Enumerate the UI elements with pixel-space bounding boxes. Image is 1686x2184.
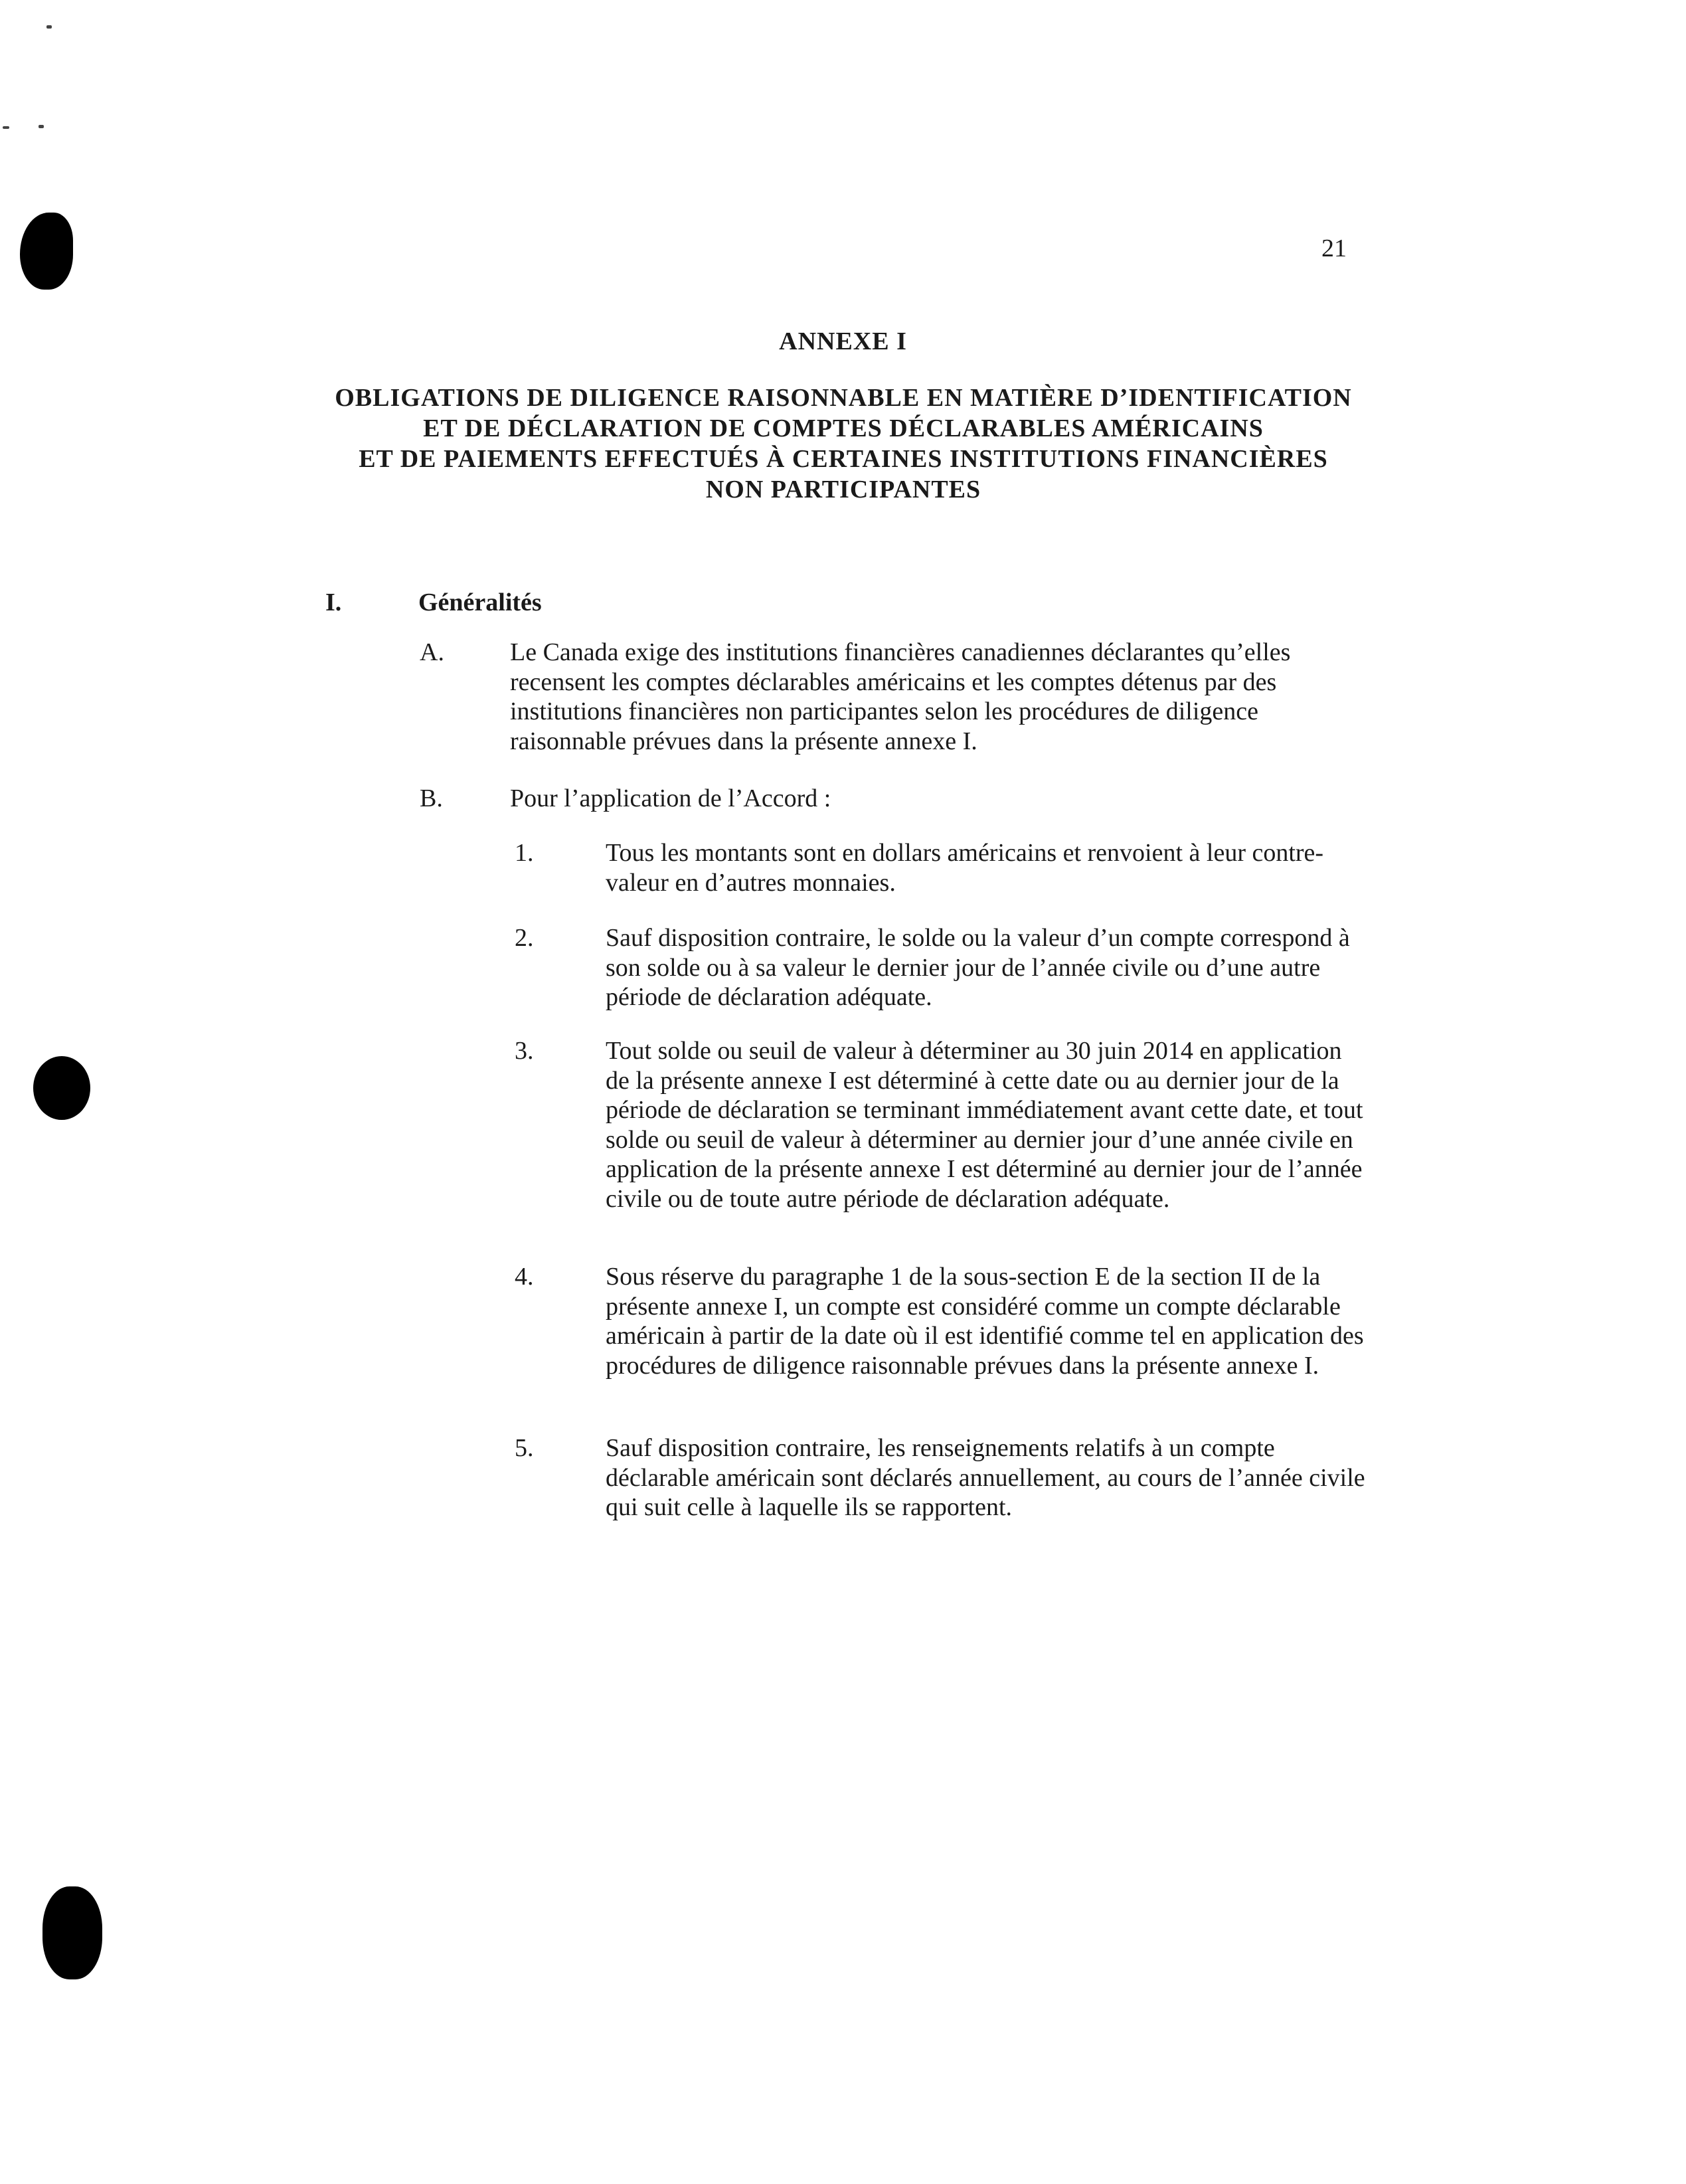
subitem-1-text: Tous les montants sont en dollars américains et renvoient à leur contre-valeur en d’autres monnaies. (606, 839, 1324, 897)
subitem-4-label: 4. (515, 1263, 534, 1291)
annex-heading-line: OBLIGATIONS DE DILIGENCE RAISONNABLE EN MATIÈRE D’IDENTIFICATION (335, 384, 1352, 412)
punch-hole (42, 1886, 102, 1979)
annex-heading-line: ET DE DÉCLARATION DE COMPTES DÉCLARABLES AMÉRICAINS (423, 414, 1264, 442)
item-b-label: B. (420, 784, 443, 812)
annex-title: ANNEXE I (779, 327, 907, 355)
annex-heading-line: NON PARTICIPANTES (705, 476, 981, 503)
punch-hole (33, 1056, 90, 1120)
subitem-1-label: 1. (515, 839, 534, 867)
annex-heading (292, 383, 1394, 505)
scan-speck (46, 25, 52, 29)
subitem-3-text: Tout solde ou seuil de valeur à déterminer au 30 juin 2014 en application de la présente annexe I est déterminé à cette date ou au dernier jour de la période de déclaration se terminant immédiatement avant cette date, et tout solde ou seuil de valeur à déterminer au dernier jour d’une année civile en application de la présente annexe I est déterminé au dernier jour de l’année civile ou de toute autre période de déclaration adéquate. (606, 1037, 1363, 1213)
subitem-5-label: 5. (515, 1434, 534, 1462)
annex-heading-line: ET DE PAIEMENTS EFFECTUÉS À CERTAINES INSTITUTIONS FINANCIÈRES (359, 445, 1328, 473)
item-a-label: A. (420, 638, 444, 666)
scan-speck (39, 125, 44, 128)
subitem-4-text: Sous réserve du paragraphe 1 de la sous-section E de la section II de la présente annexe I, un compte est considéré comme un compte déclarable américain à partir de la date où il est identifié comme tel en application des procédures de diligence raisonnable prévues dans la présente annexe I. (606, 1263, 1364, 1380)
item-b-text: Pour l’application de l’Accord : (510, 784, 831, 812)
subitem-3-label: 3. (515, 1037, 534, 1065)
section-title: Généralités (418, 589, 542, 616)
subitem-2-text: Sauf disposition contraire, le solde ou la valeur d’un compte correspond à son solde ou à sa valeur le dernier jour de l’année civile ou d’une autre période de déclaration adéquate. (606, 924, 1350, 1011)
page-number: 21 (1321, 234, 1347, 262)
punch-hole (20, 213, 73, 290)
scan-speck (3, 126, 9, 129)
item-a-text: Le Canada exige des institutions financières canadiennes déclarantes qu’elles recensent les comptes déclarables américains et les comptes détenus par des institutions financières non participantes selon les procédures de diligence raisonnable prévues dans la présente annexe I. (510, 638, 1291, 755)
section-number: I. (325, 589, 342, 616)
subitem-5-text: Sauf disposition contraire, les renseignements relatifs à un compte déclarable américain sont déclarés annuellement, au cours de l’année civile qui suit celle à laquelle ils se rapportent. (606, 1434, 1365, 1521)
subitem-2-label: 2. (515, 924, 534, 952)
